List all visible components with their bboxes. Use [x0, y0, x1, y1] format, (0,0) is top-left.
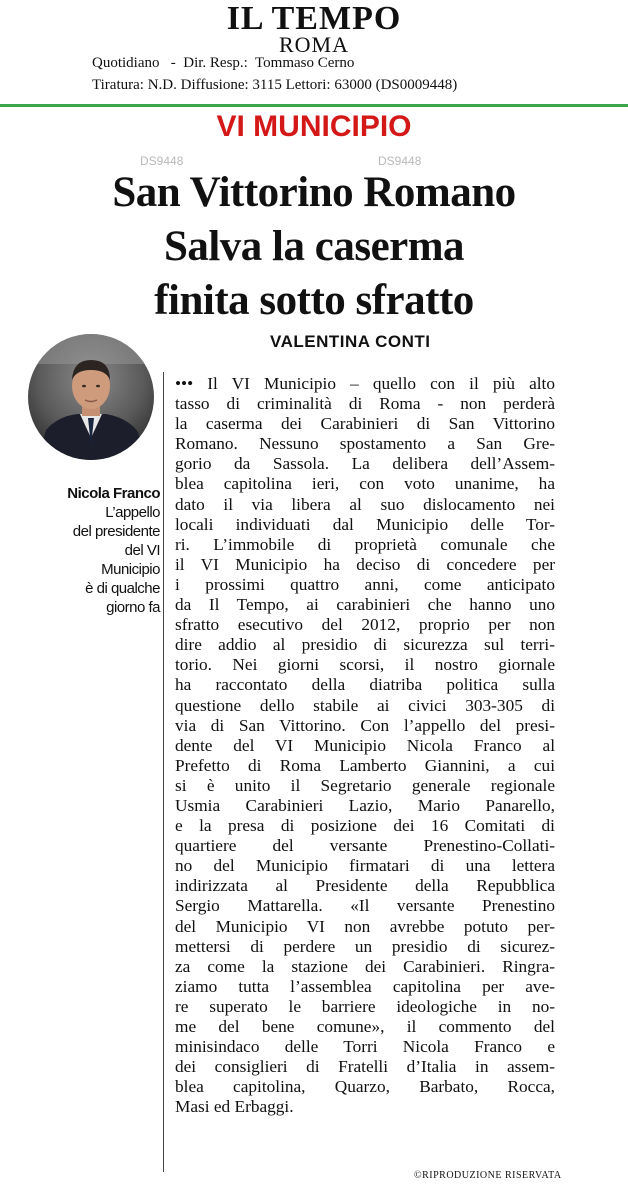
body-line: me del bene comune», il commento del — [175, 1017, 555, 1036]
caption-line: del presidente — [72, 523, 160, 540]
body-line: Prefetto di Roma Lamberto Giannini, a cui — [175, 755, 555, 775]
body-line: la caserma dei Carabinieri di San Vittorino — [175, 414, 555, 434]
body-line: za come la stazione dei Carabinieri. Ringra- — [175, 956, 555, 976]
caption-line: giorno fa — [106, 599, 160, 616]
body-line: dente del VI Municipio Nicola Franco al — [175, 735, 555, 755]
body-line: Usmia Carabinieri Lazio, Mario Panarello, — [175, 795, 555, 815]
masthead-meta-line: Quotidiano - Dir. Resp.: Tommaso Cerno — [92, 55, 355, 71]
column-divider — [163, 372, 164, 1172]
caption-line: è di qualche — [85, 580, 160, 597]
body-line: minisindaco delle Torri Nicola Franco e — [175, 1037, 555, 1057]
masthead-title: IL TEMPO — [226, 0, 402, 37]
body-line: blea capitolina ieri, con voto unanime, ha — [175, 474, 555, 494]
article-headline — [10, 166, 618, 328]
body-line: ri. L’immobile di proprietà comunale che — [175, 534, 555, 554]
masthead-circulation-line: Tiratura: N.D. Diffusione: 3115 Lettori: 63000 (DS0009448) — [92, 77, 458, 93]
caption-name: Nicola Franco — [67, 485, 160, 502]
caption-line: L’appello — [105, 504, 160, 521]
body-line: torio. Nei giorni scorsi, il nostro giornale — [175, 655, 555, 675]
article-byline: VALENTINA CONTI — [270, 332, 431, 351]
copyright-notice: ©RIPRODUZIONE RISERVATA — [414, 1170, 562, 1181]
body-line: i prossimi quattro anni, come anticipato — [175, 574, 555, 594]
body-line: tasso di criminalità di Roma - non perderà — [175, 394, 555, 414]
portrait-photo-icon — [28, 334, 154, 460]
body-line: dei consiglieri di Fratelli d’Italia in assem- — [175, 1057, 555, 1077]
masthead-divider — [0, 104, 628, 107]
body-line: mettersi di perdere un presidio di sicurez- — [175, 936, 555, 956]
body-line: ha raccontato della diatriba politica sulla — [175, 675, 555, 695]
body-line: da Il Tempo, ai carabinieri che hanno uno — [175, 595, 555, 615]
body-line: il VI Municipio ha deciso di concedere per — [175, 554, 555, 574]
body-line: blea capitolina, Quarzo, Barbato, Rocca, — [175, 1077, 555, 1097]
body-line: e la presa di posizione dei 16 Comitati di — [175, 816, 555, 836]
body-line: locali individuati dal Municipio delle Tor- — [175, 514, 555, 534]
body-line: ziamo tutta l’assemblea capitolina per ave- — [175, 976, 555, 996]
headline-line: San Vittorino Romano — [112, 169, 516, 216]
body-line: Romano. Nessuno spostamento a San Gre- — [175, 434, 555, 454]
body-line: del Municipio VI non avrebbe potuto per- — [175, 916, 555, 936]
portrait-photo — [28, 334, 154, 460]
body-line: questione dello stabile ai civici 303-305 di — [175, 695, 555, 715]
body-line: Masi ed Erbaggi. — [175, 1097, 294, 1117]
masthead-city: ROMA — [278, 32, 349, 57]
caption-line: del VI — [124, 542, 160, 559]
body-line: gorio da Sassola. La delibera dell’Assem- — [175, 454, 555, 474]
section-label: VI MUNICIPIO — [216, 110, 412, 143]
body-line: re superato le barriere ideologiche in no- — [175, 996, 555, 1016]
headline-line: finita sotto sfratto — [154, 277, 474, 324]
photo-caption — [20, 484, 160, 617]
body-line: no del Municipio firmatari di una lettera — [175, 856, 555, 876]
body-line: sfratto esecutivo del 2012, proprio per non — [175, 615, 555, 635]
document-code: DS9448 — [140, 154, 184, 168]
document-code: DS9448 — [378, 154, 422, 168]
headline-line: Salva la caserma — [163, 223, 465, 270]
body-line: Sergio Mattarella. «Il versante Prenestino — [175, 896, 555, 916]
caption-line: Municipio — [101, 561, 160, 578]
body-line: dato il via libera al suo dislocamento nei — [175, 494, 555, 514]
body-line: quartiere del versante Prenestino-Collati- — [175, 836, 555, 856]
body-line: ••• Il VI Municipio – quello con il più alto — [175, 374, 555, 393]
body-line: dire addio al presidio di sicurezza sul terri- — [175, 635, 555, 655]
body-line: si è unito il Segretario generale regionale — [175, 775, 555, 795]
body-line: via di San Vittorino. Con l’appello del presi- — [175, 715, 555, 735]
article-body — [175, 374, 555, 1117]
body-line: indirizzata al Presidente della Repubblica — [175, 876, 555, 896]
